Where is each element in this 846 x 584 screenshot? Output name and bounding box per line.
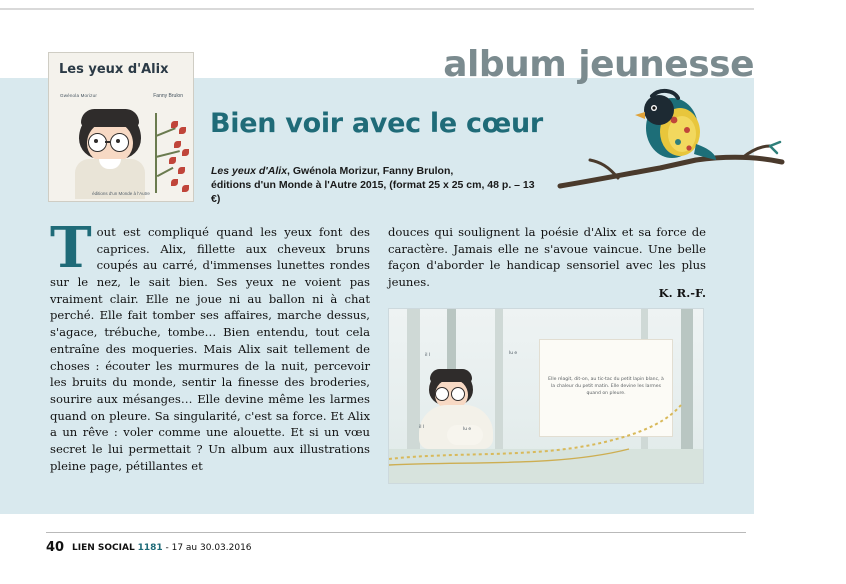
- cover-author-secondary: Fanny Brulon: [153, 93, 183, 99]
- cover-glasses-right: [110, 133, 129, 152]
- footer-issue-number: 1181: [137, 543, 163, 553]
- illustration-card-text: Elle réagit, dit-on, au tic-tac du petit lapin blanc, à la chaleur du petit matin. Elle devine les larmes quand on pleure.: [548, 377, 664, 397]
- cover-pupil-left: [94, 139, 98, 143]
- illustration-label: il l: [419, 425, 425, 430]
- drop-cap: T: [50, 215, 92, 281]
- cover-girl-fringe: [81, 109, 139, 127]
- footer-dates: - 17 au 30.03.2016: [165, 543, 252, 553]
- illustration-label: il l: [425, 353, 431, 358]
- footer-divider: [46, 532, 746, 533]
- cover-glasses-bridge: [105, 141, 110, 143]
- book-cover-image: [48, 52, 194, 202]
- cover-foliage-decor: [149, 105, 191, 195]
- book-credits: [211, 164, 541, 207]
- bird-illustration: [556, 88, 786, 218]
- illustration-label: lu e: [463, 427, 472, 432]
- article-body-left: out est compliqué quand les yeux font des caprices. Alix, fillette aux cheveux bruns coupés au carré, d'immenses lunettes rondes sur le nez, le sait bien. Ses yeux ne voient pas vraiment clair. Elle ne joue ni au ballon ni à chat perché. Elle fait tomber ses affaires, marche dessus, s'agace, trébuche, tombe… Bien entendu, tout cela entraîne des moqueries. Mais Alix sait tellement de choses : écouter les murmures de la nuit, percevoir les bruits du monde, sentir la finesse des broderies, sourire aux mésanges… Elle devine même les larmes quand on pleure. Sa singularité, c'est sa force. Et Alix a un rêve : voler comme une alouette. Et si un vœu secret le lui permettait ? Un album aux illustrations pleine page, pétillantes et: [50, 225, 370, 473]
- footer-imprint: [72, 543, 252, 553]
- section-kicker: album jeunesse: [443, 44, 754, 85]
- bird-on-branch-svg: [556, 88, 786, 218]
- cover-publisher: éditions d'un Monde à l'Autre: [92, 191, 150, 196]
- article-headline: Bien voir avec le cœur: [210, 108, 543, 139]
- footer-magazine-name: LIEN SOCIAL: [72, 543, 135, 553]
- illustration-rope: [389, 309, 703, 483]
- cover-author-primary: Gwénola Morizur: [60, 93, 98, 98]
- credits-authors: , Gwénola Morizur, Fanny Brulon,: [287, 165, 454, 177]
- top-divider: [0, 8, 846, 10]
- article-column-left: [50, 215, 370, 474]
- credits-publisher-line: éditions d'un Monde à l'Autre 2015, (format 25 x 25 cm, 48 p. – 13 €): [211, 179, 535, 206]
- credits-book-title: Les yeux d'Alix: [211, 165, 288, 177]
- article-signature: K. R.-F.: [658, 286, 706, 300]
- article-column-right: [388, 224, 706, 291]
- illustration-label: lu e: [509, 351, 518, 356]
- page-number: 40: [46, 540, 65, 555]
- cover-title: Les yeux d'Alix: [59, 62, 169, 77]
- cover-pupil-right: [116, 139, 120, 143]
- article-body-right: douces qui soulignent la poésie d'Alix et sa force de caractère. Jamais elle ne s'avoue vaincue. Une belle façon d'aborder le handicap sensoriel avec les plus jeunes.: [388, 225, 706, 290]
- inner-illustration: [388, 308, 704, 484]
